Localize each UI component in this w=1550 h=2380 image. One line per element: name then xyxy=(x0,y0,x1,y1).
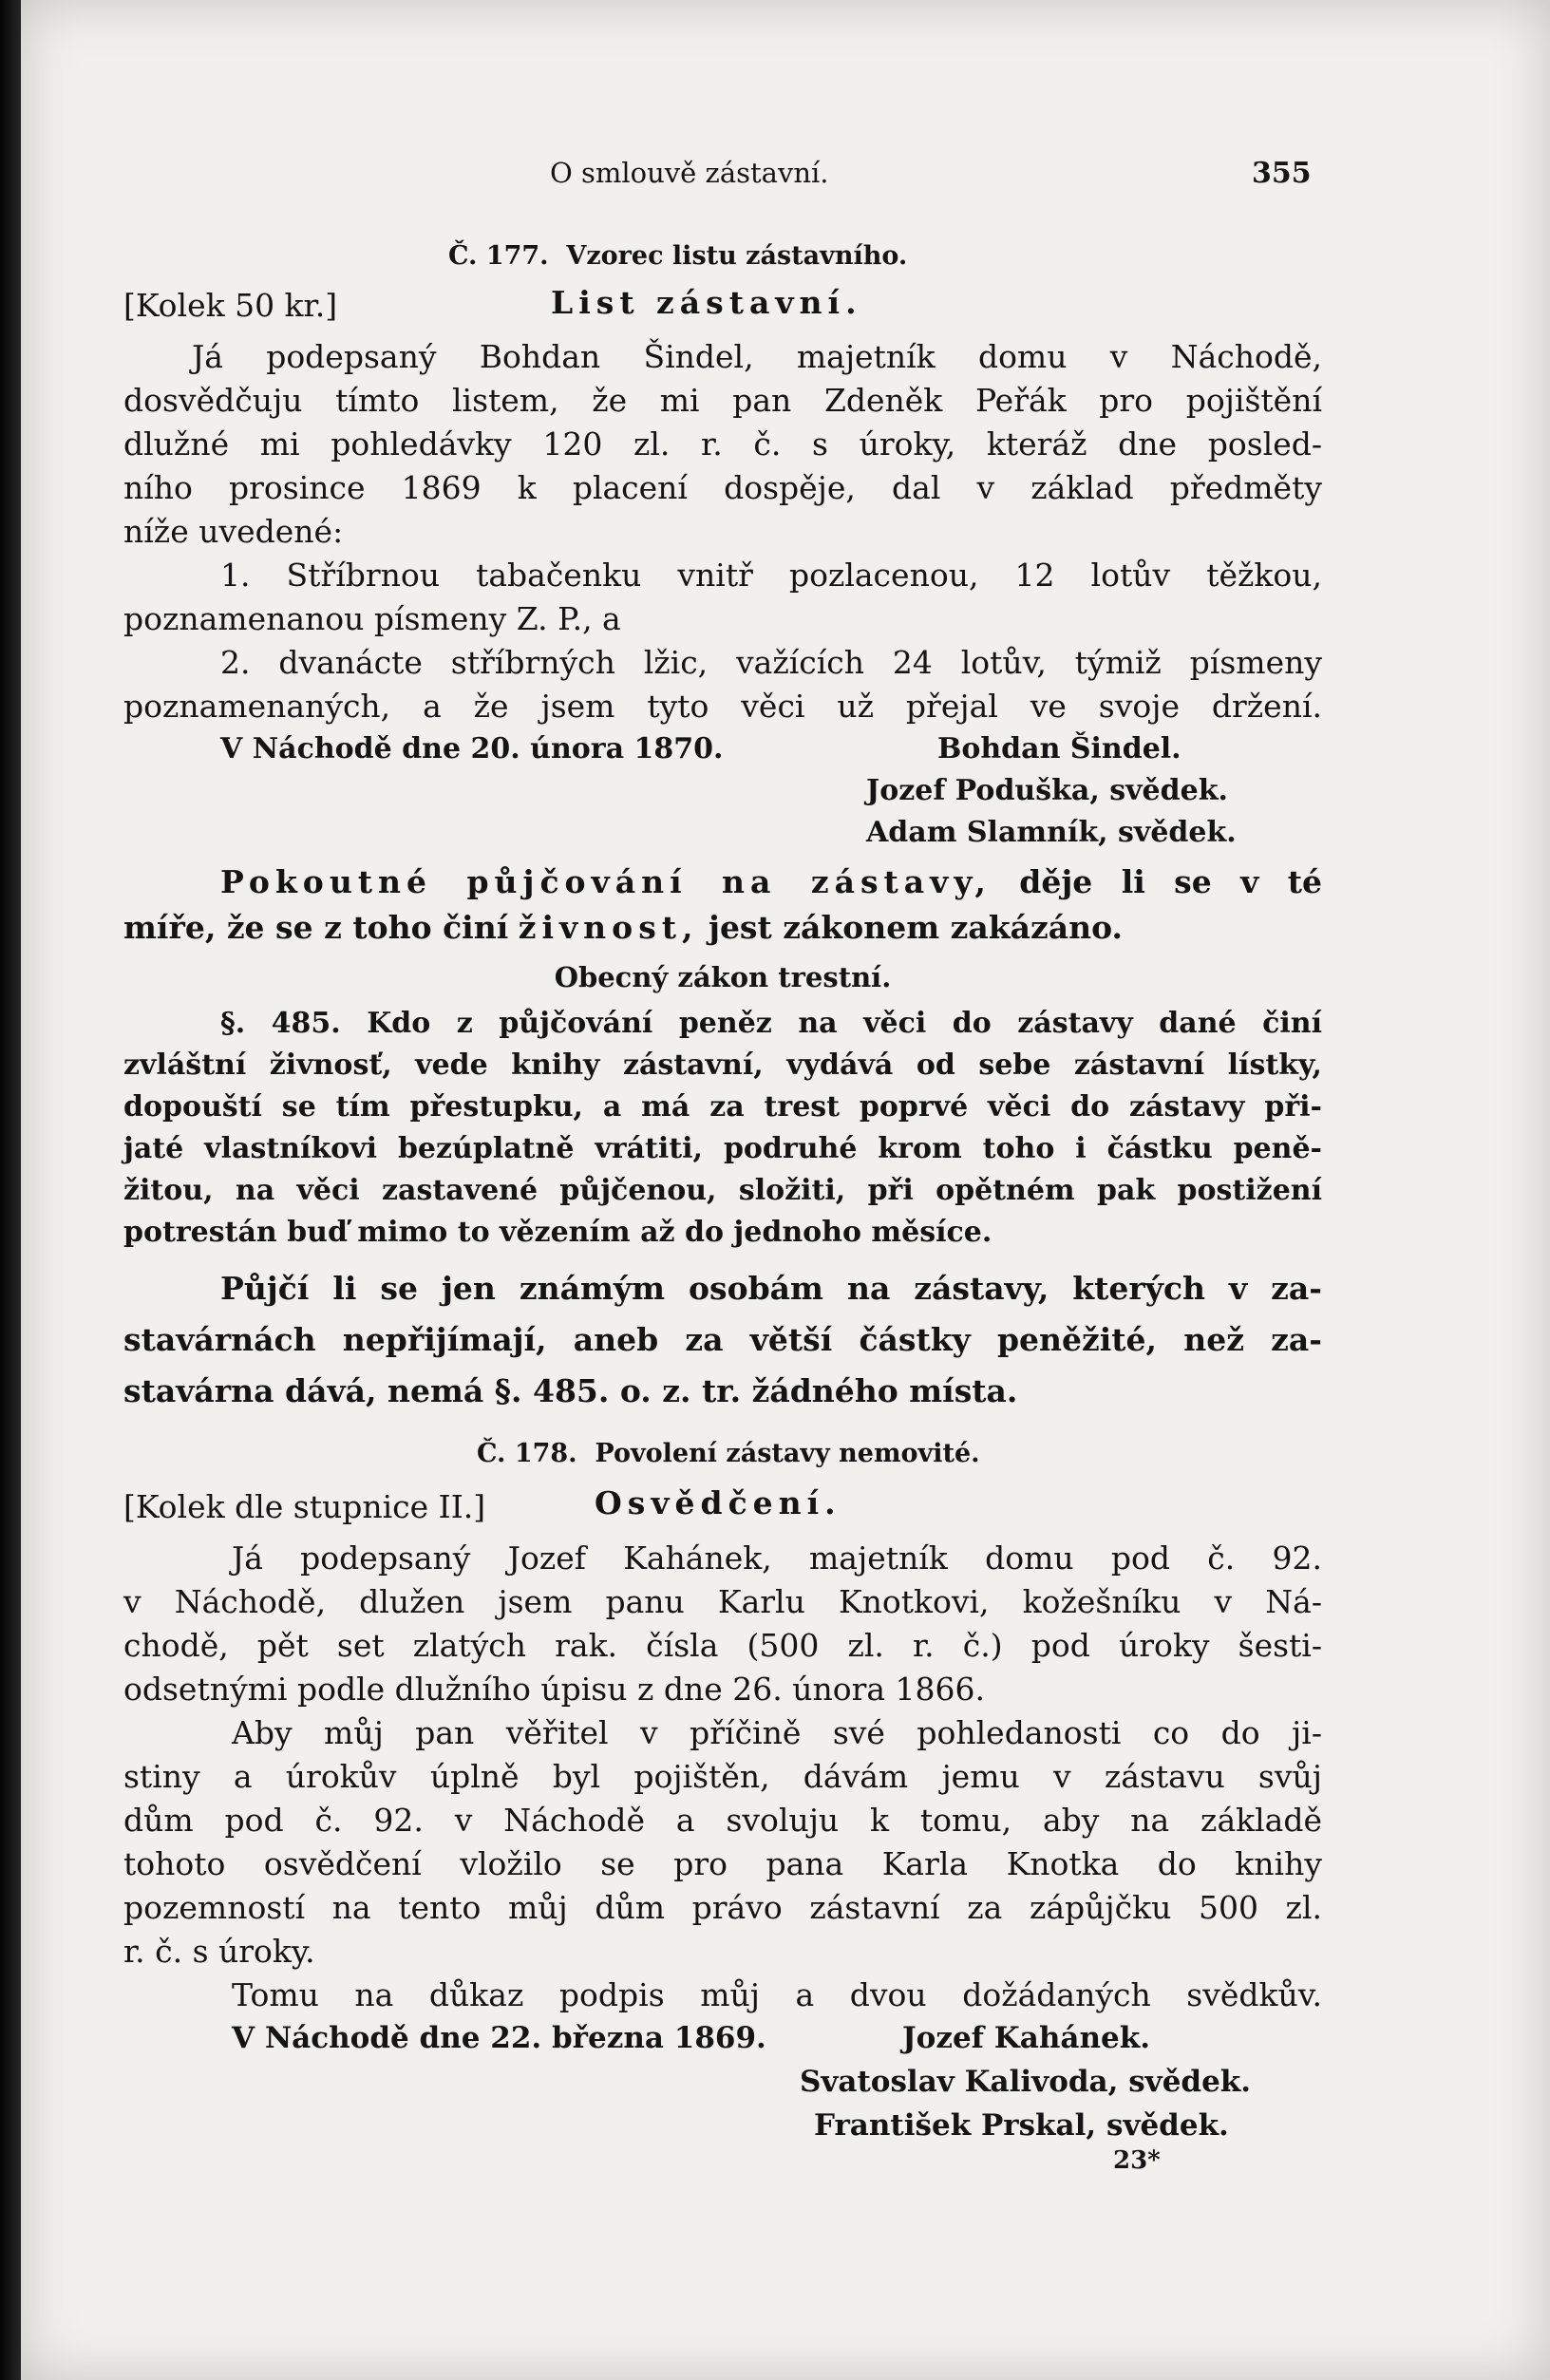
law-heading: Obecný zákon trestní. xyxy=(554,961,892,993)
law-text-line: zvláštní živnosť, vede knihy zástavní, vydává od sebe zástavní lístky, xyxy=(123,1048,1322,1082)
text-line: dům pod č. 92. v Náchodě a svoluju k tomu, aby na základě xyxy=(123,1802,1322,1839)
emphasis-word: živnost, xyxy=(518,909,699,946)
text-line: Tomu na důkaz podpis můj a dvou dožádaných svědkův. xyxy=(232,1976,1322,2013)
section-heading xyxy=(477,1441,980,1466)
document-title: List zástavní. xyxy=(551,284,862,321)
witness: Adam Slamník, svědek. xyxy=(866,816,1237,849)
text-line: odsetnými podle dlužního úpisu z dne 26. února 1866. xyxy=(123,1671,986,1708)
text-line: Já podepsaný Bohdan Šindel, majetník domu v Náchodě, xyxy=(192,338,1322,375)
document-title: Osvědčení. xyxy=(595,1484,841,1521)
emphasis-lead: Pokoutné půjčování na zástavy, xyxy=(220,863,992,900)
text-line: poznamenaných, a že jsem tyto věci už přejal ve svoje držení. xyxy=(123,688,1322,725)
text-line: 2. dvanácte stříbrných lžic, važících 24 lotův, týmiž písmeny xyxy=(220,644,1322,681)
text-line: míře, že se z toho činí živnost, jest zákonem zakázáno. xyxy=(123,909,1124,946)
document-date: V Náchodě dne 22. března 1869. xyxy=(232,2021,766,2055)
signer: Bohdan Šindel. xyxy=(937,732,1181,765)
text-line: poznamenanou písmeny Z. P., a xyxy=(123,600,621,637)
text-line: dosvědčuju tímto listem, že mi pan Zdeněk Peřák pro pojištění xyxy=(123,382,1322,419)
witness: František Prskal, svědek. xyxy=(814,2108,1229,2143)
text-line: pozemností na tento můj dům právo zástavní za zápůjčku 500 zl. xyxy=(123,1889,1322,1926)
note-line: stavárna dává, nemá §. 485. o. z. tr. žádného místa. xyxy=(123,1372,1018,1409)
witness: Jozef Poduška, svědek. xyxy=(866,774,1228,807)
section-title: Vzorec listu zástavního. xyxy=(566,241,908,271)
text-line: Pokoutné půjčování na zástavy, děje li se v té xyxy=(220,863,1322,900)
text-line: 1. Stříbrnou tabačenku vnitř pozlacenou, 12 lotův těžkou, xyxy=(220,557,1322,594)
text-line: dlužné mi pohledávky 120 zl. r. č. s úroky, kteráž dne posled- xyxy=(123,425,1322,463)
text-line: ního prosince 1869 k placení dospěje, dal v základ předměty xyxy=(123,469,1322,506)
stamp-note: [Kolek 50 kr.] xyxy=(123,287,338,324)
section-number: Č. 178. xyxy=(477,1439,577,1468)
section-heading xyxy=(448,243,907,269)
text-line: tohoto osvědčení vložilo se pro pana Karla Knotka do knihy xyxy=(123,1845,1322,1882)
stamp-note: [Kolek dle stupnice II.] xyxy=(123,1488,486,1525)
law-text-line: dopouští se tím přestupku, a má za trest poprvé věci do zástavy při- xyxy=(123,1090,1322,1124)
section-number: Č. 177. xyxy=(448,241,549,271)
text-line: Já podepsaný Jozef Kahánek, majetník domu pod č. 92. xyxy=(232,1539,1322,1577)
law-text-line: žitou, na věci zastavené půjčenou, složiti, při opětném pak postižení xyxy=(123,1174,1322,1207)
running-title: O smlouvě zástavní. xyxy=(550,157,829,189)
law-text-line: jaté vlastníkovi bezúplatně vrátiti, podruhé krom toho i částku peně- xyxy=(123,1132,1322,1165)
text-line: níže uvedené: xyxy=(123,513,344,550)
document-date: V Náchodě dne 20. února 1870. xyxy=(220,732,724,765)
law-text-line: §. 485. Kdo z půjčování peněz na věci do zástavy dané činí xyxy=(220,1007,1322,1040)
text-line: v Náchodě, dlužen jsem panu Karlu Knotkovi, kožešníku v Ná- xyxy=(123,1583,1322,1620)
section-title: Povolení zástavy nemovité. xyxy=(595,1439,980,1468)
text-line: Aby můj pan věřitel v příčině své pohledanosti co do ji- xyxy=(232,1714,1322,1751)
text-line: stiny a úrokův úplně byl pojištěn, dávám jemu v zástavu svůj xyxy=(123,1758,1322,1795)
signer: Jozef Kahánek. xyxy=(902,2021,1150,2055)
text-line: r. č. s úroky. xyxy=(123,1933,315,1970)
signature-mark: 23* xyxy=(1113,2146,1161,2175)
text-line: chodě, pět set zlatých rak. čísla (500 zl. r. č.) pod úroky šesti- xyxy=(123,1627,1322,1664)
note-line: stavárnách nepřijímají, aneb za větší částky peněžité, než za- xyxy=(123,1321,1322,1358)
scan-left-edge xyxy=(0,0,21,2380)
witness: Svatoslav Kalivoda, svědek. xyxy=(800,2065,1252,2099)
book-page xyxy=(21,0,1550,2380)
note-line: Půjčí li se jen známým osobám na zástavy, kterých v za- xyxy=(220,1270,1322,1307)
page-number: 355 xyxy=(1252,157,1312,190)
law-text-line: potrestán buď mimo to vězením až do jednoho měsíce. xyxy=(123,1216,992,1249)
